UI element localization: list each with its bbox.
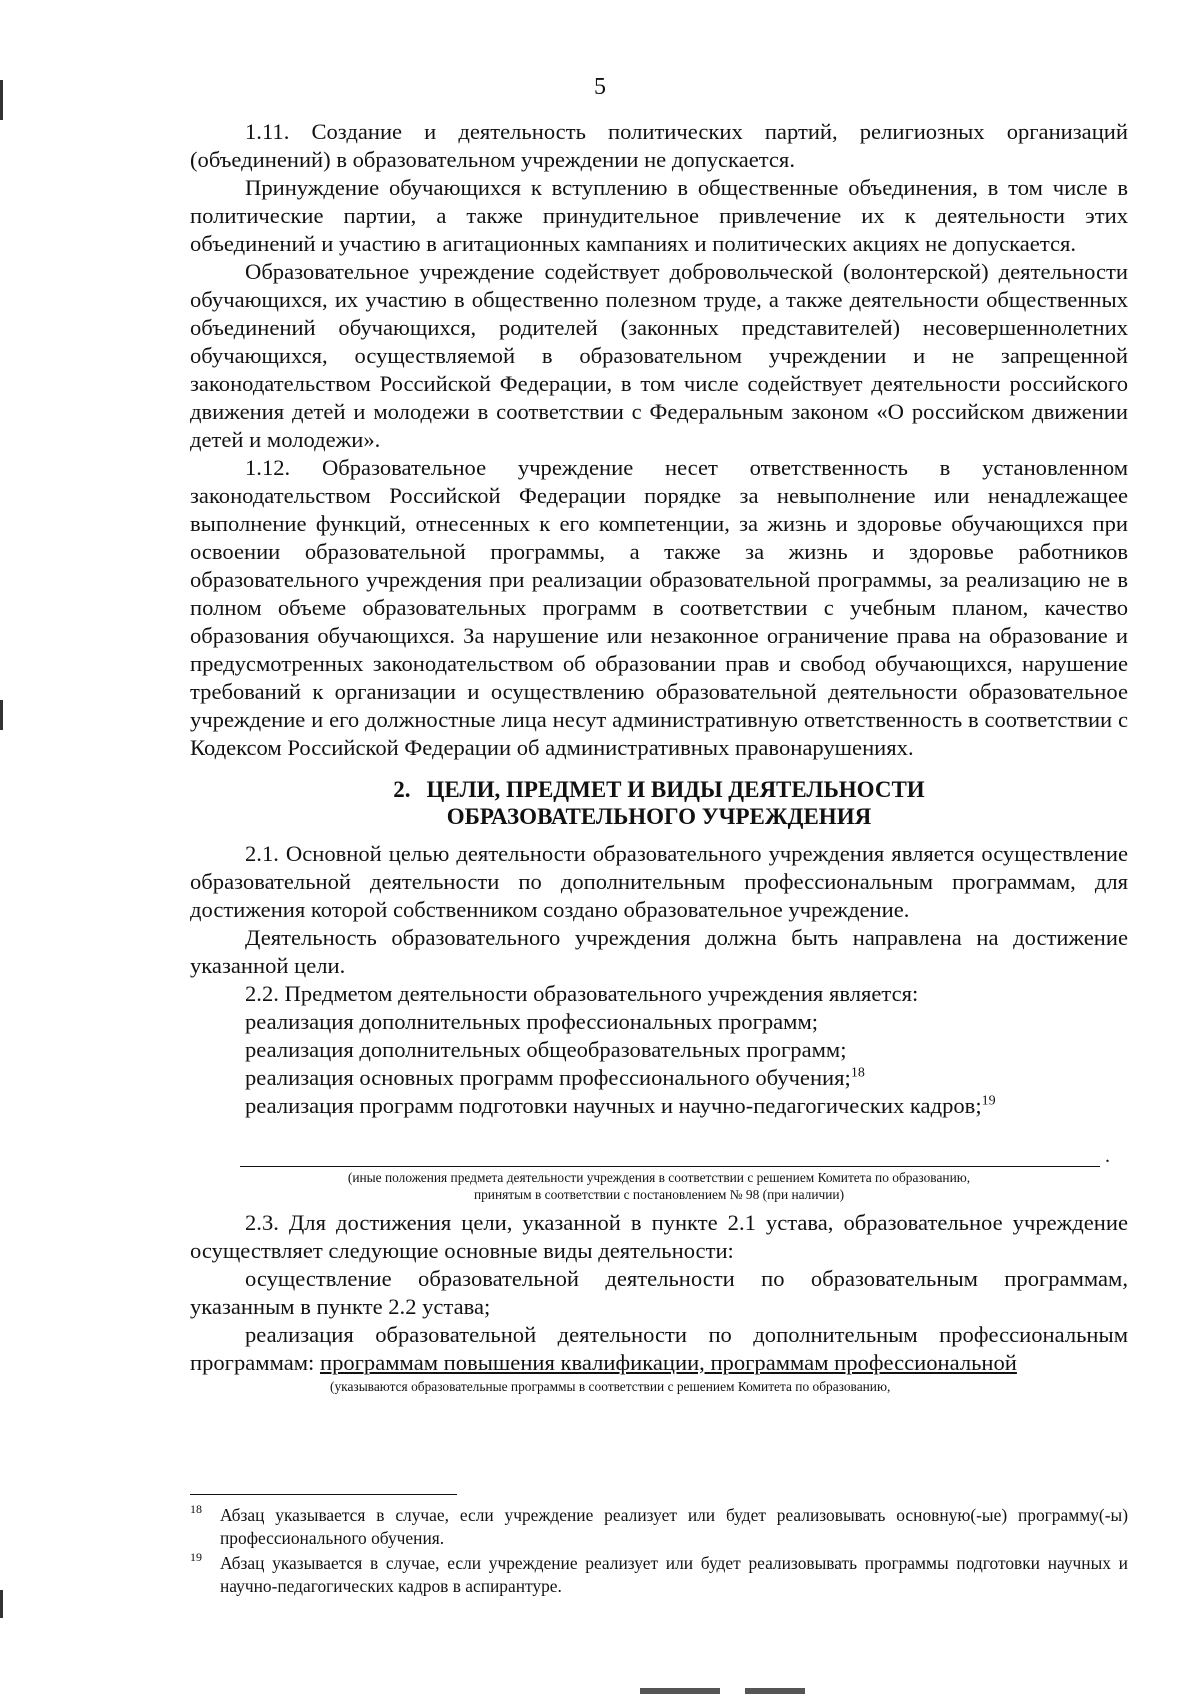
paragraph-coercion: Принуждение обучающихся к вступлению в общественные объединения, в том числе в политические партии, а также принудительное привлечение их к деятельности этих объединений и участию в агитационных кампаниях и политических акциях не допускается. [190, 175, 1128, 256]
footnote-divider [190, 1494, 457, 1495]
footnote-18-text: Абзац указывается в случае, если учреждение реализует или будет реализовывать основную(-ые) программу(-ы) профессионального обучения. [220, 1505, 1128, 1548]
paragraph-volunteer: Образовательное учреждение содействует добровольческой (волонтерской) деятельности обучающихся, их участию в общественно полезном труде, а также деятельности общественных объединений обучающихся, родителей (законных представителей) несовершеннолетних обучающихся, осуществляемой в образовательном учреждении и не запрещенной законодательством Российской Федерации, в том числе содействует деятельности российского движения детей и молодежи в соответствии с Федеральным законом «О российском движении детей и молодежи». [190, 259, 1128, 452]
footnote-19-text: Абзац указывается в случае, если учреждение реализует или будет реализовывать программы подготовки научных и научно-педагогических кадров в аспирантуре. [220, 1553, 1128, 1596]
paragraph-2-3-activity-a: осуществление образовательной деятельности по образовательным программам, указанным в пункте 2.2 устава; [190, 1266, 1128, 1319]
paragraph-2-2: 2.2. Предметом деятельности образовательного учреждения является: [245, 981, 919, 1006]
section-2-number: 2. [393, 777, 411, 802]
document-body [190, 118, 1128, 1395]
page-number: 5 [594, 74, 606, 100]
list-item-dop: реализация дополнительных общеобразовательных программ; [245, 1037, 847, 1062]
paragraph-2-1-goal: Деятельность образовательного учреждения должна быть направлена на достижение указанной цели. [190, 925, 1128, 978]
section-2-title-line1: ЦЕЛИ, ПРЕДМЕТ И ВИДЫ ДЕЯТЕЛЬНОСТИ [426, 777, 925, 802]
underlined-programs: программам повышения квалификации, программам профессиональной [319, 1350, 1017, 1375]
scan-bottom-mark [640, 1688, 720, 1694]
note-other-provisions: (иные положения предмета деятельности учреждения в соответствии с решением Комитета по образованию, принятым в соответствии с постановлением № 98 (при наличии) [347, 1170, 971, 1202]
footnote-19-mark: 19 [190, 1550, 202, 1564]
paragraph-1-12: 1.12. Образовательное учреждение несет ответственность в установленном законодательством Российской Федерации порядке за невыполнение или ненадлежащее выполнение функций, отнесенных к его компетенции, за жизнь и здоровье обучающихся при освоении образовательной программы, а также за жизнь и здоровье работников образовательного учреждения при реализации образовательной программы, за реализацию не в полном объеме образовательных программ в соответствии с учебным планом, качество образования обучающихся. За нарушение или незаконное ограничение права на образование и предусмотренных законодательством об образовании прав и свобод обучающихся, нарушение требований к организации и осуществлению образовательной деятельности образовательное учреждение и его должностные лица несут административную ответственность в соответствии с Кодексом Российской Федерации об административных правонарушениях. [190, 455, 1128, 760]
paragraph-2-3-activity-b: реализация образовательной деятельности по дополнительным профессиональным программам: программам повышения квалификации, программам профессиональной [190, 1322, 1128, 1375]
paragraph-2-1: 2.1. Основной целью деятельности образовательного учреждения является осуществление образовательной деятельности по дополнительным профессиональным программам, для достижения которой собственником создано образовательное учреждение. [190, 841, 1128, 922]
blank-fill-line [240, 1142, 1110, 1167]
list-item-science-staff: реализация программ подготовки научных и научно-педагогических кадров;$^{19}$ [245, 1093, 996, 1118]
fill-line-dot: . [1105, 1145, 1110, 1167]
section-2-heading [190, 776, 1128, 830]
list-item-dpp: реализация дополнительных профессиональных программ; [245, 1009, 819, 1034]
footnote-18-mark: 18 [190, 1502, 202, 1516]
scan-margin-mark [0, 700, 3, 730]
footnote-18 [190, 1504, 1128, 1550]
note-programs: (указываются образовательные программы в соответствии с решением Комитета по образованию, [330, 1379, 891, 1394]
list-item-prof-training: реализация основных программ профессионального обучения;$^{18}$ [245, 1065, 865, 1090]
footnote-ref-18: 18 [850, 1065, 865, 1081]
paragraph-1-11: 1.11. Создание и деятельность политических партий, религиозных организаций (объединений) в образовательном учреждении не допускается. [190, 119, 1128, 172]
footnote-19 [190, 1552, 1128, 1598]
scan-margin-mark [0, 1590, 3, 1618]
footnote-ref-19: 19 [981, 1093, 996, 1109]
scan-margin-mark [0, 80, 3, 120]
footnotes [190, 1504, 1128, 1600]
section-2-title-line2: ОБРАЗОВАТЕЛЬНОГО УЧРЕЖДЕНИЯ [446, 804, 872, 829]
scan-bottom-mark [745, 1688, 805, 1694]
paragraph-2-3: 2.3. Для достижения цели, указанной в пункте 2.1 устава, образовательное учреждение осуществляет следующие основные виды деятельности: [190, 1210, 1128, 1263]
